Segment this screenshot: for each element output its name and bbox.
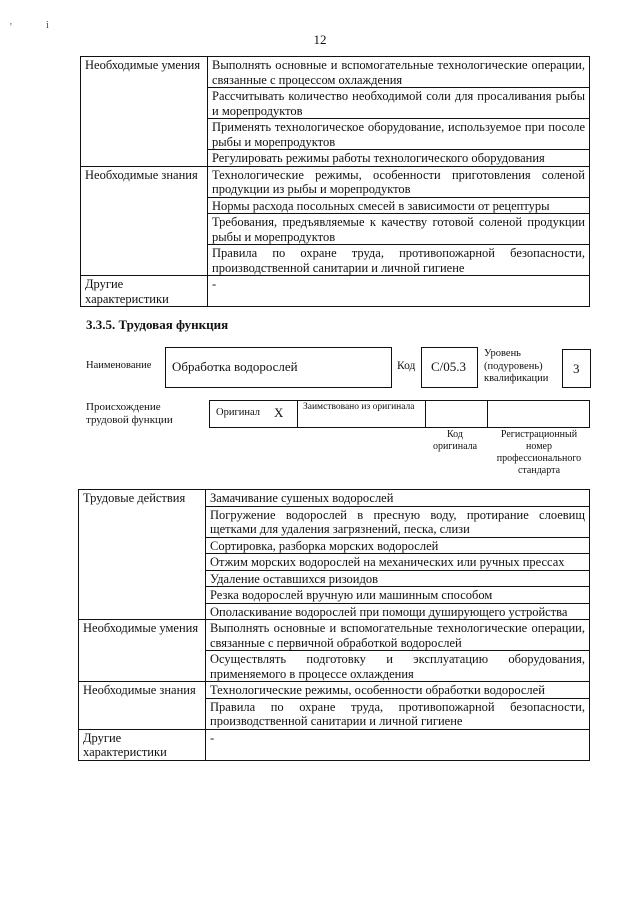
row-item: Погружение водорослей в пресную воду, протирание слоевищ щетками для удаления загрязнений, песка, слизи [206,506,590,537]
table-row [81,57,590,88]
row-item: Правила по охране труда, противопожарной безопасности, производственной санитарии и личной гигиене [208,245,590,276]
level-box [562,349,591,388]
reg-caption: Регистрационный номер профессионального стандарта [496,429,582,476]
table-row [81,276,590,307]
code-value: С/05.3 [431,359,467,374]
table-row [79,729,590,760]
code-box [421,347,478,388]
row-item: Замачивание сушеных водорослей [206,490,590,507]
row-item: Регулировать режимы работы технологического оборудования [208,150,590,167]
code-label: Код [397,360,416,372]
row-item: Отжим морских водорослей на механических или ручных прессах [206,554,590,571]
row-item: Осуществлять подготовку и эксплуатацию оборудования, применяемого в процессе охлаждения [206,651,590,682]
row-label: Другие характеристики [79,729,206,760]
row-item: Требования, предъявляемые к качеству готовой соленой продукции рыбы и морепродуктов [208,214,590,245]
original-label: Оригинал [216,407,260,418]
row-item: Правила по охране труда, противопожарной безопасности, производственной санитарии и личной гигиене [206,698,590,729]
row-item: Технологические режимы, особенности приготовления соленой продукции из рыбы и морепродуктов [208,166,590,197]
row-item: Применять технологическое оборудование, используемое при посоле рыбы и морепродуктов [208,119,590,150]
row-label: Необходимые умения [81,57,208,167]
row-item: - [206,729,590,760]
row-item: Выполнять основные и вспомогательные технологические операции, связанные с процессом охлаждения [208,57,590,88]
level-value: 3 [573,361,580,376]
row-item: Сортировка, разборка морских водорослей [206,537,590,554]
function-name-box [165,347,392,388]
row-item: Ополаскивание водорослей при помощи душирующего устройства [206,603,590,620]
table-row [79,490,590,507]
row-label: Необходимые знания [79,682,206,730]
level-label: Уровень (подуровень) квалификации [484,348,549,384]
origin-row [209,400,590,428]
table-row [81,166,590,197]
origin-label: Происхождение трудовой функции [86,401,173,426]
page-number: 12 [313,32,327,47]
row-item: - [208,276,590,307]
function-name: Обработка водорослей [172,359,298,374]
table-row [79,682,590,699]
skills-knowledge-table [80,56,590,307]
row-item: Удаление оставшихся ризоидов [206,570,590,587]
scan-mark: i [46,20,49,31]
borrowed-label: Заимствовано из оригинала [303,402,415,412]
row-label: Необходимые знания [81,166,208,276]
row-item: Технологические режимы, особенности обработки водорослей [206,682,590,699]
row-item: Резка водорослей вручную или машинным способом [206,587,590,604]
row-label: Трудовые действия [79,490,206,620]
scan-mark: ' [10,22,12,33]
row-item: Нормы расхода посольных смесей в зависимости от рецептуры [208,197,590,214]
row-label: Необходимые умения [79,620,206,682]
table-row [79,620,590,651]
section-heading: 3.3.5. Трудовая функция [86,317,229,332]
labor-actions-table [78,489,590,761]
row-label: Другие характеристики [81,276,208,307]
original-mark: X [274,405,284,420]
row-item: Выполнять основные и вспомогательные технологические операции, связанные с первичной обработкой водорослей [206,620,590,651]
name-label: Наименование [86,360,152,371]
row-item: Рассчитывать количество необходимой соли для просаливания рыбы и морепродуктов [208,88,590,119]
code-caption: Код оригинала [432,429,478,452]
